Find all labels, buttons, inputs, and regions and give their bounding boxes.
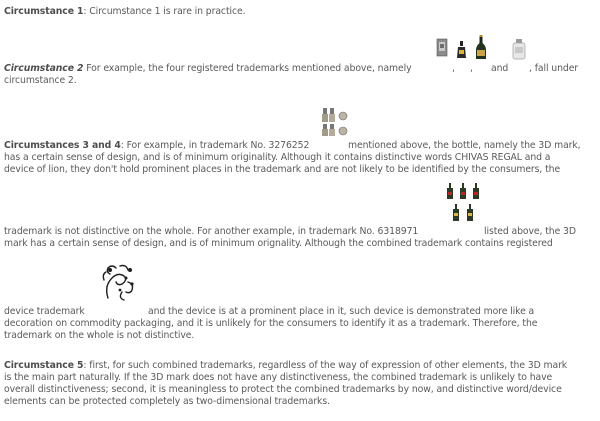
wine-bottle-icon — [474, 34, 488, 60]
circumstance-34-line-1 — [4, 140, 309, 152]
circumstance-2-comma-2: , — [470, 63, 473, 74]
circumstance-34-line-2: has a certain sense of design, and is of minimum originality. Although it contains distinctive words CHIVAS REGAL and a — [4, 152, 551, 163]
circumstance-34-line-7: decoration on commodity packaging, and it is unlikely for the consumers to identify it as a trademark. Therefore, the — [4, 318, 538, 329]
ornamental-device-icon — [100, 262, 136, 302]
circumstance-1-text: : Circumstance 1 is rare in practice. — [83, 6, 246, 17]
circumstance-2-comma-1: , — [452, 63, 455, 74]
circumstance-2-text: For example, the four registered trademarks mentioned above, namely — [83, 63, 412, 74]
chivas-bottle-set-icon — [320, 107, 350, 137]
circumstance-34-line-6-tail: and the device is at a prominent place in it, such device is demonstrated more like a — [148, 306, 535, 317]
circumstance-34-line-5: mark has a certain sense of design, and is of minimum orignality. Although the combined trademark contains registered — [4, 238, 553, 249]
circumstance-5-line-2: is the main part naturally. If the 3D mark does not have any distinctiveness, the combined trademark is unlikely to have — [4, 372, 553, 383]
circumstance-5-line-4: elements can be protected completely as two-dimensional trademarks. — [4, 396, 330, 407]
circumstance-34-line-8: trademark on the whole is not distinctive. — [4, 330, 195, 341]
circumstance-2-label: Circumstance 2 — [4, 63, 84, 74]
square-jar-icon — [511, 38, 527, 60]
circumstance-34-line-1-tail: mentioned above, the bottle, namely the 3D mark, — [348, 140, 581, 151]
bottle-rows-icon — [445, 182, 485, 224]
circumstance-5-text: : first, for such combined trademarks, regardless of the way of expression of other elements, the 3D mark — [83, 360, 568, 371]
circumstance-2-line-1 — [4, 63, 412, 75]
circumstance-2-tail: , fall under — [529, 63, 579, 74]
circumstance-5-label: Circumstance 5 — [4, 360, 84, 371]
circumstance-1-label: Circumstance 1 — [4, 6, 84, 17]
figurine-bottle-icon — [456, 40, 468, 60]
circumstance-34-line-4-tail: listed above, the 3D — [484, 226, 576, 237]
circumstance-2-and: and — [491, 63, 509, 74]
circumstance-34-line-4-head: trademark is not distinctive on the whole. For another example, in trademark No. 6318971 — [4, 226, 419, 237]
circumstance-34-line-6-head: device trademark — [4, 306, 85, 317]
circumstance-34-label: Circumstances 3 and 4 — [4, 140, 121, 151]
circumstance-5-line-1 — [4, 360, 567, 372]
circumstance-34-text: : For example, in trademark No. 3276252 — [120, 140, 310, 151]
circumstance-34-line-3: device of lion, they don't hold prominent places in the trademark and are not likely to be identified by the consumers, the — [4, 164, 561, 175]
circumstance-1-paragraph — [4, 6, 245, 18]
bottle-box-icon — [436, 38, 448, 58]
circumstance-5-line-3: overall distinctiveness; second, it is meaningless to protect the combined trademarks by now, and distinctive word/device — [4, 384, 562, 395]
circumstance-34-line-6 — [4, 306, 85, 318]
circumstance-2-line-2: circumstance 2. — [4, 75, 77, 86]
circumstance-34-line-4 — [4, 226, 418, 238]
